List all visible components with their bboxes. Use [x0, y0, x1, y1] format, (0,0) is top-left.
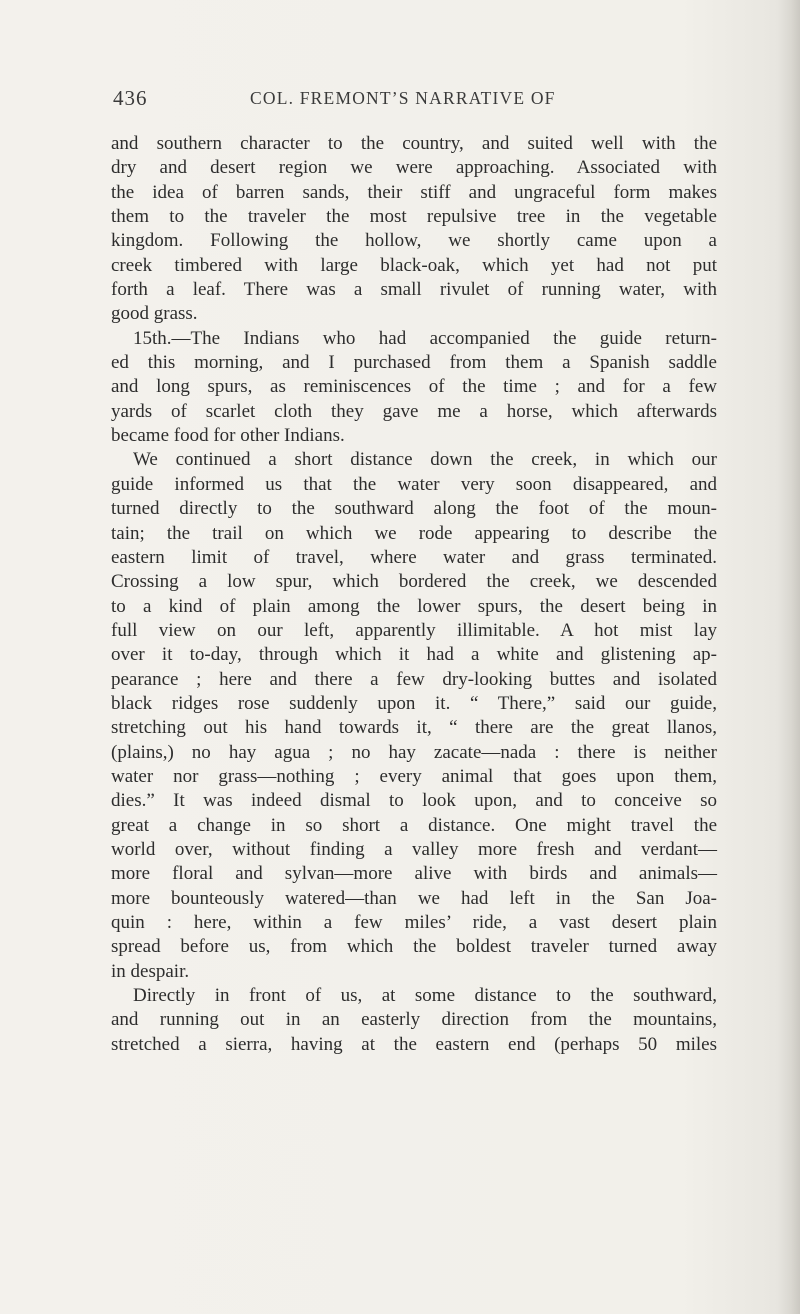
text-line: to a kind of plain among the lower spurs, the desert being in	[111, 595, 717, 617]
page-header	[113, 86, 713, 116]
text-line: dies.” It was indeed dismal to look upon, and to conceive so	[111, 790, 717, 812]
text-line: creek timbered with large black-oak, which yet had not put	[111, 254, 717, 276]
text-line: dry and desert region we were approaching. Associated with	[111, 157, 717, 179]
text-line: pearance ; here and there a few dry-looking buttes and isolated	[111, 668, 717, 690]
text-line: (plains,) no hay agua ; no hay zacate—nada : there is neither	[111, 741, 717, 763]
text-line: kingdom. Following the hollow, we shortly came upon a	[111, 230, 717, 252]
text-line: over it to-day, through which it had a white and glistening ap-	[111, 644, 717, 666]
text-line: the idea of barren sands, their stiff and ungraceful form makes	[111, 181, 717, 203]
text-line: ed this morning, and I purchased from them a Spanish saddle	[111, 352, 717, 374]
text-line: Directly in front of us, at some distance to the southward,	[133, 985, 717, 1007]
text-line: black ridges rose suddenly upon it. “ There,” said our guide,	[111, 692, 717, 714]
text-line: and southern character to the country, and suited well with the	[111, 133, 717, 154]
text-line: tain; the trail on which we rode appearing to describe the	[111, 522, 717, 544]
text-line: them to the traveler the most repulsive tree in the vegetable	[111, 206, 717, 228]
text-line: more floral and sylvan—more alive with birds and animals—	[111, 863, 717, 885]
text-line: guide informed us that the water very soon disappeared, and	[111, 473, 717, 495]
page-edge-shadow	[778, 0, 800, 1314]
text-line: world over, without finding a valley more fresh and verdant—	[111, 838, 717, 860]
text-line: forth a leaf. There was a small rivulet of running water, with	[111, 279, 717, 301]
text-line: stretching out his hand towards it, “ there are the great llanos,	[111, 717, 717, 739]
text-line: spread before us, from which the boldest traveler turned away	[111, 936, 717, 958]
text-line: quin : here, within a few miles’ ride, a vast desert plain	[111, 912, 717, 933]
text-line: full view on our left, apparently illimitable. A hot mist lay	[111, 619, 717, 641]
running-head: COL. FREMONT’S NARRATIVE OF	[250, 88, 556, 108]
text-line: We continued a short distance down the creek, in which our	[133, 449, 717, 471]
text-line: became food for other Indians.	[111, 425, 345, 447]
text-line: eastern limit of travel, where water and grass terminated.	[111, 546, 717, 568]
text-line: water nor grass—nothing ; every animal that goes upon them,	[111, 765, 717, 787]
text-line: Crossing a low spur, which bordered the creek, we descended	[111, 571, 717, 593]
text-line: and running out in an easterly direction from the mountains,	[111, 1009, 717, 1031]
text-line: turned directly to the southward along the foot of the moun-	[111, 498, 717, 520]
text-line: good grass.	[111, 303, 198, 325]
text-line: more bounteously watered—than we had left in the San Joa-	[111, 887, 717, 909]
text-line: and long spurs, as reminiscences of the time ; and for a few	[111, 376, 717, 398]
text-line: in despair.	[111, 960, 190, 982]
body-text	[111, 132, 717, 1057]
text-line: great a change in so short a distance. One might travel the	[111, 814, 717, 836]
text-line: yards of scarlet cloth they gave me a horse, which afterwards	[111, 400, 717, 422]
text-line: 15th.—The Indians who had accompanied the guide return-	[133, 327, 717, 349]
page-number: 436	[113, 86, 148, 110]
text-line: stretched a sierra, having at the eastern end (perhaps 50 miles	[111, 1033, 717, 1055]
